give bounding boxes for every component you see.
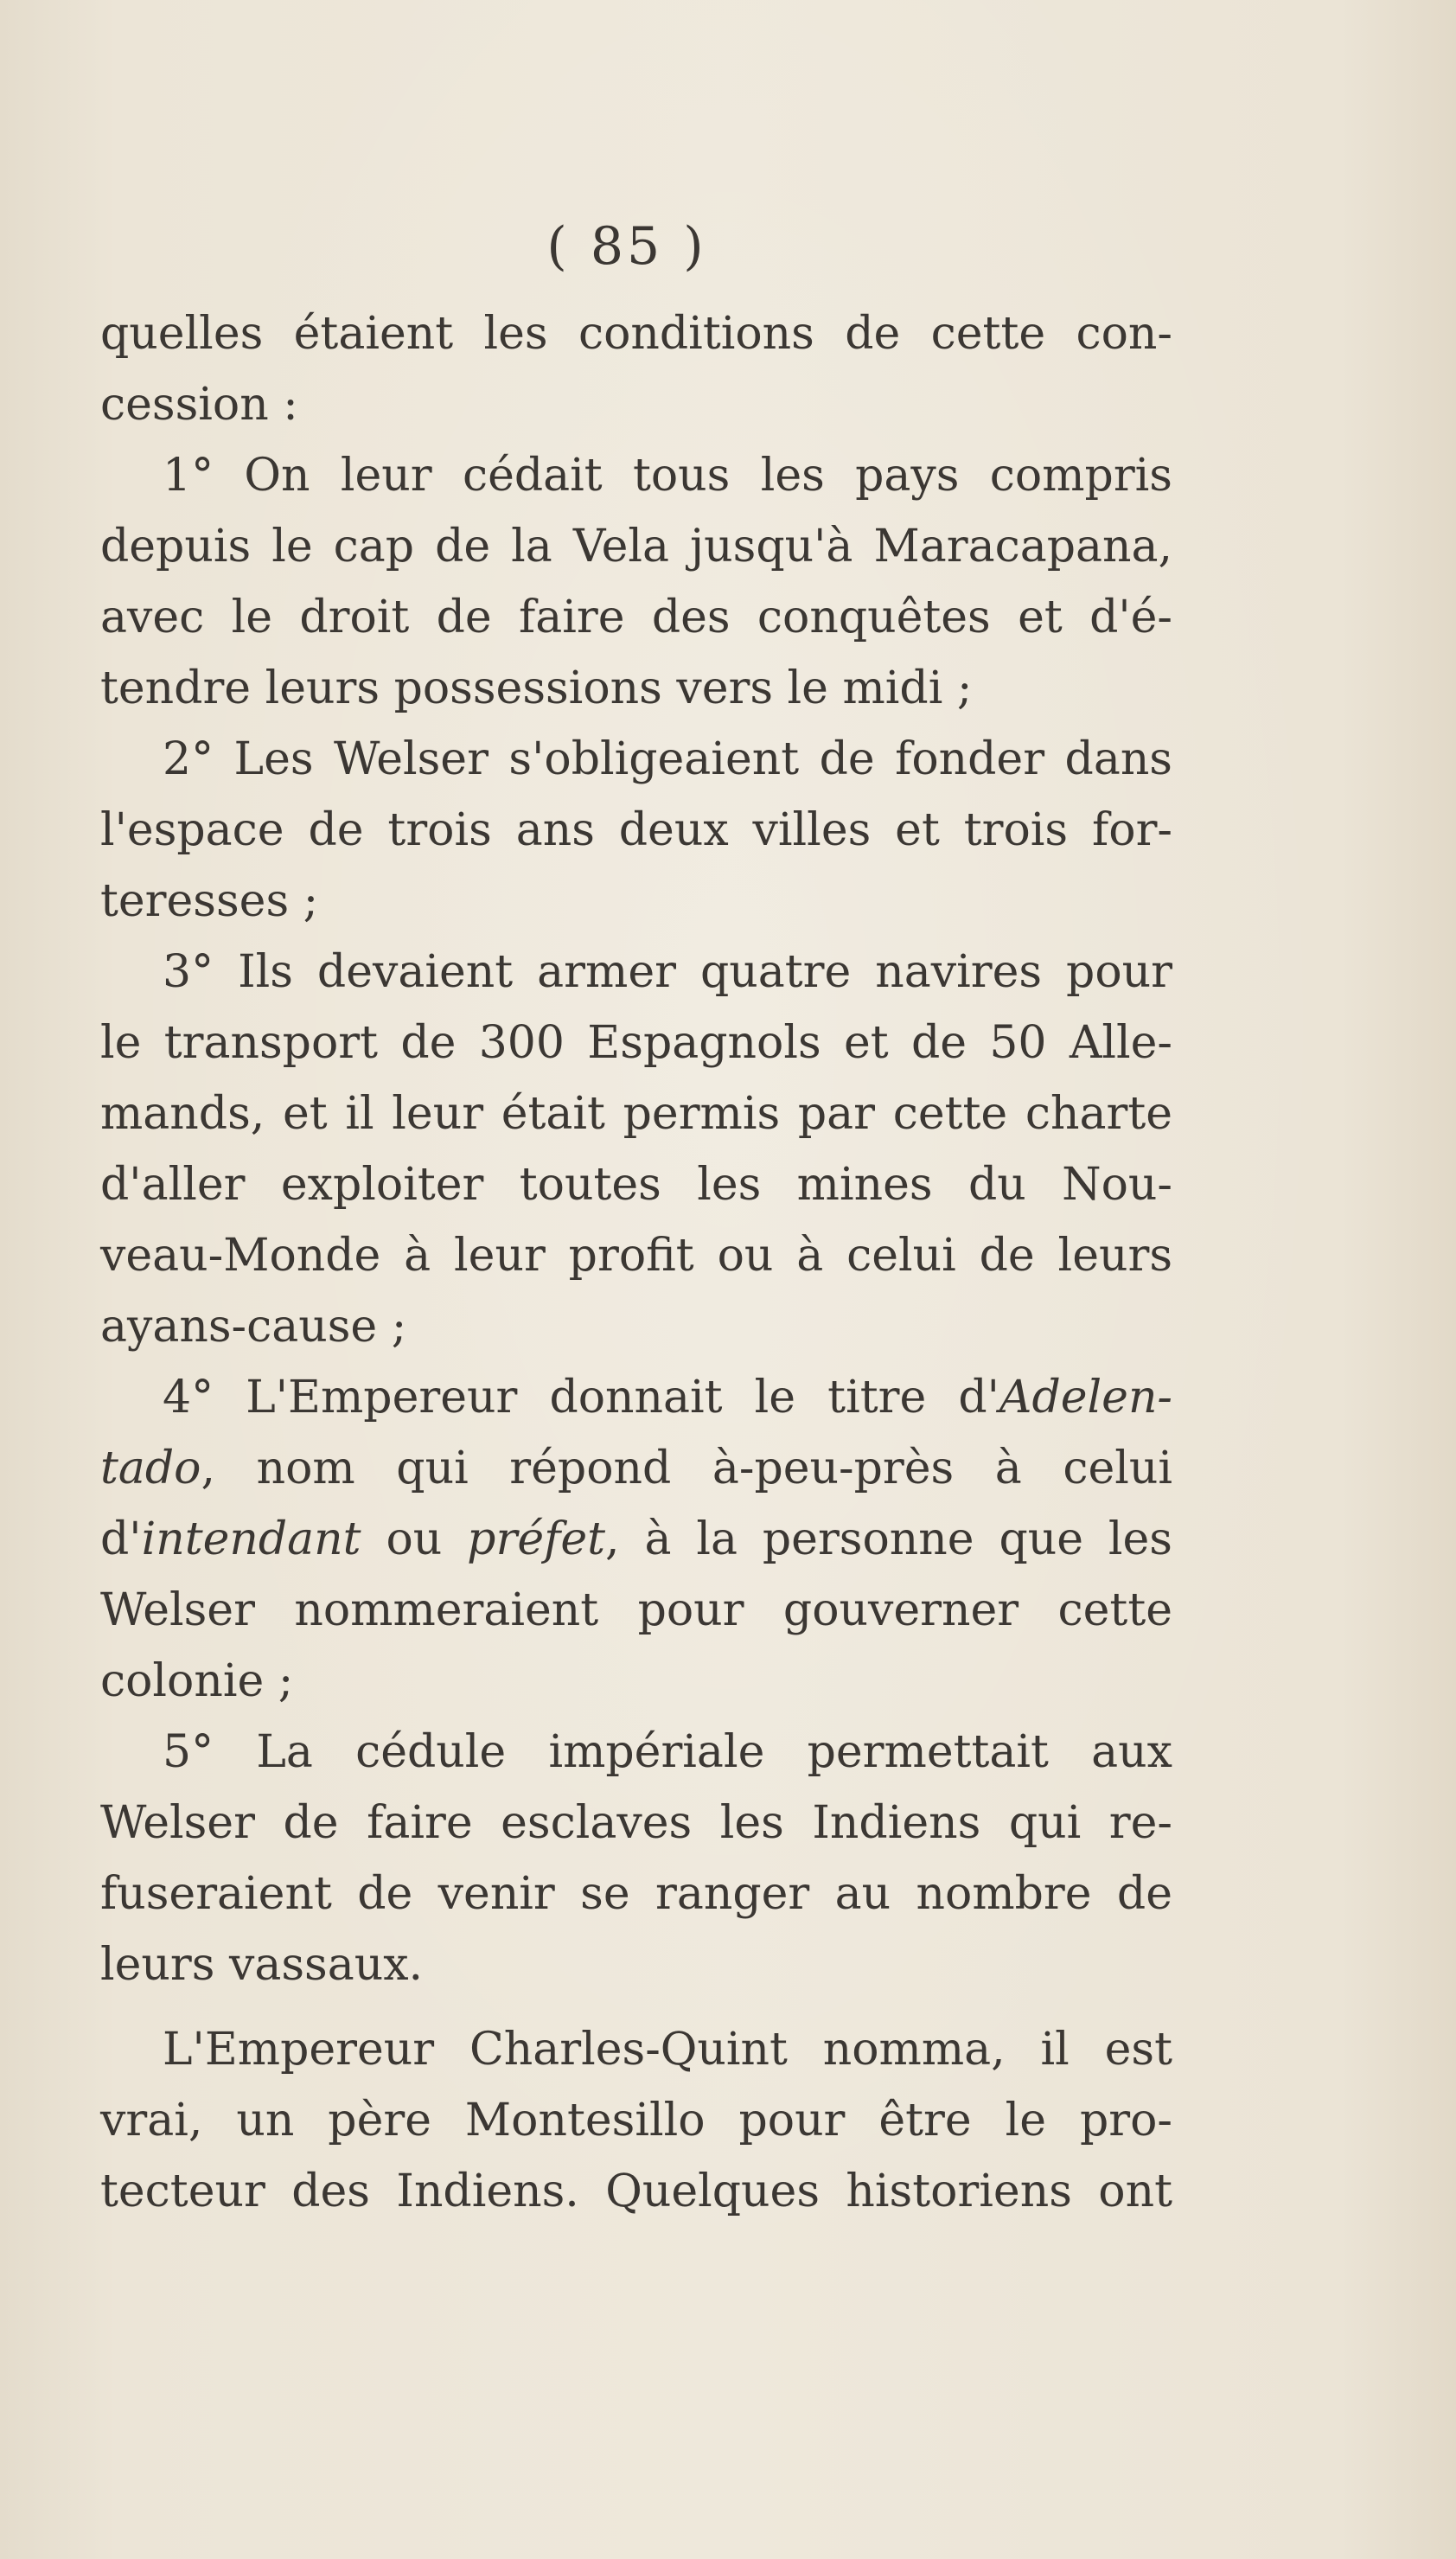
text-segment: , à la personne que les bbox=[605, 1513, 1172, 1565]
italic-term: tado bbox=[100, 1443, 201, 1494]
text-line bbox=[100, 1362, 1172, 1433]
text-line: d'aller exploiter toutes les mines du Nou- bbox=[100, 1159, 1172, 1211]
text-line: 2° Les Welser s'obligeaient de fonder dans bbox=[163, 733, 1172, 785]
text-line: fuseraient de venir se ranger au nombre de bbox=[100, 1868, 1172, 1920]
italic-term: Adelen- bbox=[999, 1372, 1172, 1423]
item-number: 4° bbox=[163, 1372, 214, 1423]
text-line: veau-Monde à leur profit ou à celui de leurs bbox=[100, 1230, 1172, 1282]
text-line: tecteur des Indiens. Quelques historiens ont bbox=[100, 2166, 1172, 2217]
text-line: quelles étaient les conditions de cette con- bbox=[100, 308, 1172, 360]
text-segment: ou bbox=[361, 1513, 468, 1565]
text-line: mands, et il leur était permis par cette charte bbox=[100, 1088, 1172, 1140]
page-number: ( 85 ) bbox=[546, 216, 707, 277]
text-segment: , nom qui répond à-peu-près à celui bbox=[201, 1443, 1172, 1494]
italic-term: préfet bbox=[467, 1513, 606, 1565]
text-line bbox=[100, 1504, 1172, 1575]
body-text bbox=[100, 298, 1172, 2227]
text-segment: L'Empereur donnait le titre d' bbox=[246, 1372, 999, 1423]
text-line: L'Empereur Charles-Quint nomma, il est bbox=[163, 2024, 1172, 2076]
text-segment: d' bbox=[100, 1513, 142, 1565]
text-line: teresses ; bbox=[100, 875, 319, 927]
text-line: Welser de faire esclaves les Indiens qui re- bbox=[100, 1797, 1172, 1849]
italic-term: intendant bbox=[141, 1513, 361, 1565]
text-line: 5° La cédule impériale permettait aux bbox=[163, 1726, 1172, 1778]
text-line: colonie ; bbox=[100, 1655, 294, 1707]
text-line: le transport de 300 Espagnols et de 50 Alle- bbox=[100, 1017, 1172, 1069]
text-line: ayans-cause ; bbox=[100, 1301, 407, 1353]
text-line: vrai, un père Montesillo pour être le pro- bbox=[100, 2095, 1172, 2146]
text-line: l'espace de trois ans deux villes et trois for- bbox=[100, 804, 1172, 856]
text-line: 1° On leur cédait tous les pays compris bbox=[163, 450, 1172, 502]
text-line: depuis le cap de la Vela jusqu'à Maracapana, bbox=[100, 521, 1172, 573]
text-line: cession : bbox=[100, 379, 298, 431]
text-line: Welser nommeraient pour gouverner cette bbox=[100, 1584, 1172, 1636]
text-line: avec le droit de faire des conquêtes et d'é- bbox=[100, 592, 1172, 643]
text-line: 3° Ils devaient armer quatre navires pour bbox=[163, 946, 1172, 998]
text-line: tendre leurs possessions vers le midi ; bbox=[100, 662, 973, 714]
text-line bbox=[100, 1433, 1172, 1504]
text-line: leurs vassaux. bbox=[100, 1939, 424, 1991]
